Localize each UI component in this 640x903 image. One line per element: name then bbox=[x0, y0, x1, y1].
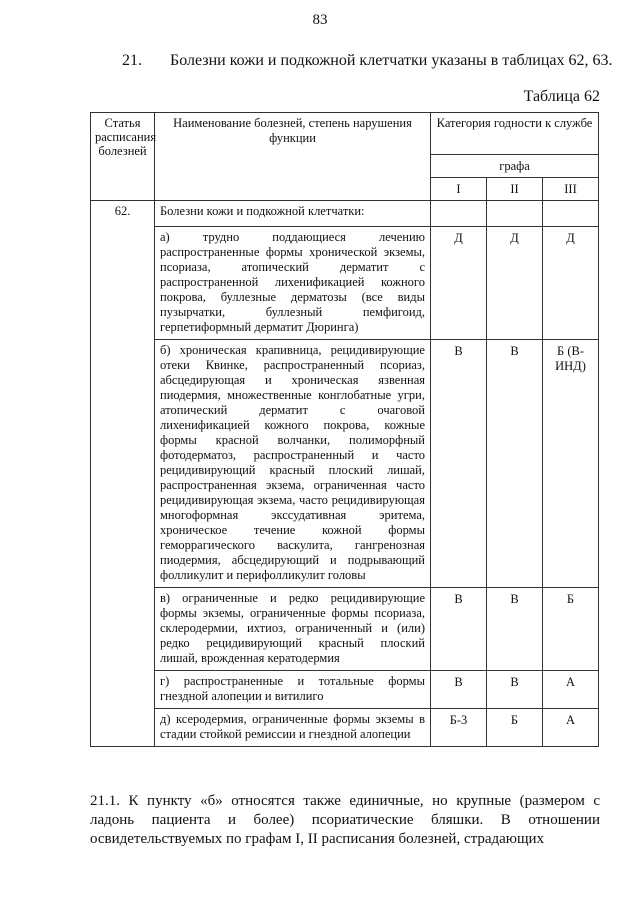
disease-text: а) трудно поддающиеся лечению распространенные формы хронической экземы, псориаза, атопический дерматит с распространенной лихенификацией кожного покрова, буллезные дерматозы (все виды пузырчатки, буллезный пемфигоид, герпетиформный дерматит Дюринга) bbox=[155, 227, 431, 340]
disease-text: в) ограниченные и редко рецидивирующие формы экземы, ограниченные формы псориаза, склеродермии, ихтиоз, ограниченный и (или) редко рецидивирующий красный плоский лишай, врожденная кератодермия bbox=[155, 588, 431, 671]
section-number: 21. bbox=[122, 52, 142, 69]
table-row bbox=[91, 340, 599, 588]
page-number: 83 bbox=[312, 12, 328, 28]
diseases-table bbox=[90, 112, 599, 747]
header-column-3: III bbox=[543, 178, 599, 201]
category-cell bbox=[543, 201, 599, 227]
category-cell bbox=[487, 201, 543, 227]
article-number: 62. bbox=[91, 201, 155, 747]
disease-text: г) распространенные и тотальные формы гнездной алопеции и витилиго bbox=[155, 671, 431, 709]
category-cell: Д bbox=[431, 227, 487, 340]
category-cell: Б bbox=[543, 588, 599, 671]
category-cell: Д bbox=[487, 227, 543, 340]
disease-text: д) ксеродермия, ограниченные формы экземы в стадии стойкой ремиссии и гнездной алопеции bbox=[155, 709, 431, 747]
category-cell: Д bbox=[543, 227, 599, 340]
category-cell: В bbox=[487, 671, 543, 709]
header-column-2: II bbox=[487, 178, 543, 201]
category-cell: А bbox=[543, 671, 599, 709]
category-cell: В bbox=[431, 588, 487, 671]
header-name: Наименование болезней, степень нарушения функции bbox=[155, 113, 431, 201]
header-category: Категория годности к службе bbox=[431, 113, 599, 155]
table-row bbox=[91, 227, 599, 340]
category-cell: В bbox=[487, 340, 543, 588]
header-article: Статья расписания болезней bbox=[91, 113, 155, 201]
category-cell: В bbox=[431, 671, 487, 709]
table-caption: Таблица 62 bbox=[523, 88, 600, 105]
table-row bbox=[91, 709, 599, 747]
category-cell: А bbox=[543, 709, 599, 747]
section-heading bbox=[122, 52, 613, 70]
category-cell: Б (В-ИНД) bbox=[543, 340, 599, 588]
table-row bbox=[91, 588, 599, 671]
table-title-cell: Болезни кожи и подкожной клетчатки: bbox=[155, 201, 431, 227]
closing-paragraph: 21.1. К пункту «б» относятся также единичные, но крупные (размером с ладонь пациента и более) псориатические бляшки. В отношении освидетельствуемых по графам I, II расписания болезней, страдающих bbox=[90, 793, 600, 847]
table-header-row bbox=[91, 113, 599, 155]
header-column-1: I bbox=[431, 178, 487, 201]
category-cell: Б bbox=[487, 709, 543, 747]
disease-text: б) хроническая крапивница, рецидивирующие отеки Квинке, распространенный псориаз, абсцедирующая и хроническая язвенная пиодермия, множественные конглобатные угри, атопический дерматит с очаговой лихенификацией кожного покрова, кожные формы красной волчанки, полиморфный фотодерматоз, распространенный и часто рецидивирующий красный плоский лишай, распространенная экзема, ограниченная часто рецидивирующая экзема, часто рецидивирующая многоформная экссудативная эритема, хроническое течение кожной формы геморрагического васкулита, гангренозная пиодермия, абсцедирующий и подрывающий фолликулит и перифолликулит головы bbox=[155, 340, 431, 588]
category-cell: В bbox=[487, 588, 543, 671]
table-row bbox=[91, 671, 599, 709]
section-title: Болезни кожи и подкожной клетчатки указаны в таблицах 62, 63. bbox=[170, 52, 613, 69]
category-cell: В bbox=[431, 340, 487, 588]
header-grafa: графа bbox=[431, 155, 599, 178]
table-row bbox=[91, 201, 599, 227]
category-cell bbox=[431, 201, 487, 227]
category-cell: Б-3 bbox=[431, 709, 487, 747]
